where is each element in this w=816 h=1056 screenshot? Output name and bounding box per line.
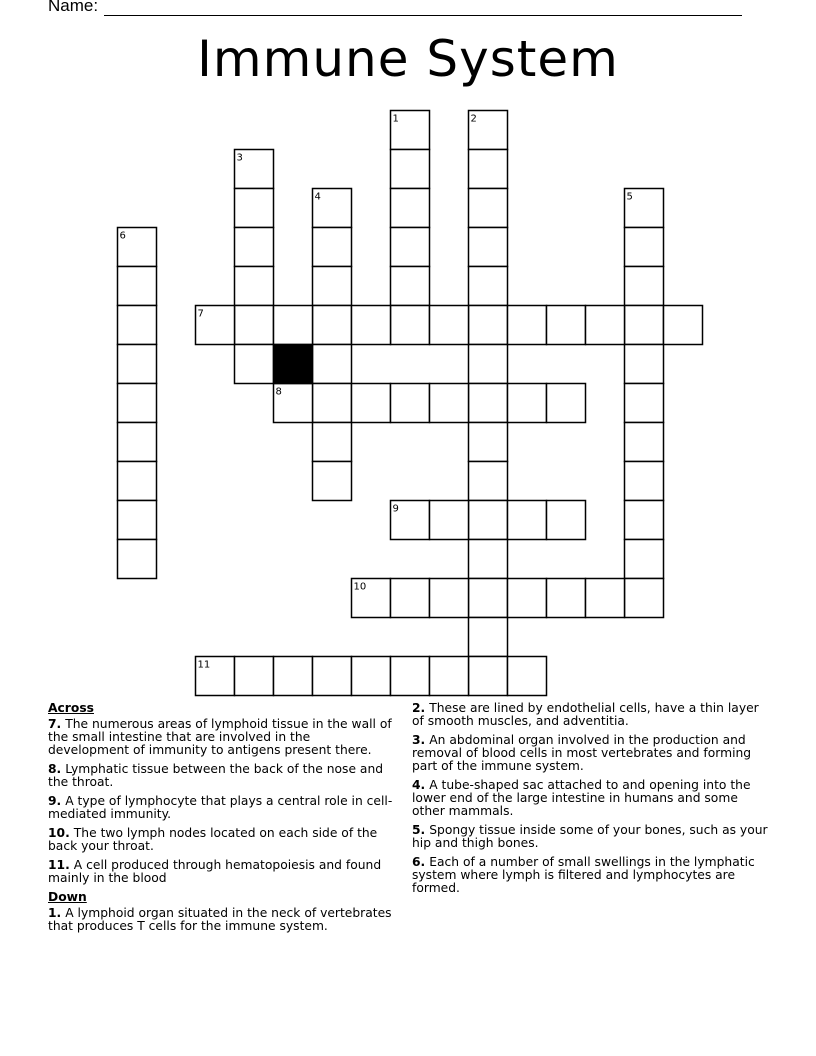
name-label: Name: (48, 0, 99, 15)
cell-number: 1 (392, 113, 399, 125)
clue-down-1 (48, 907, 394, 933)
page-title: Immune System (197, 30, 619, 88)
grid-cell[interactable] (469, 345, 508, 384)
grid-cell[interactable] (469, 306, 508, 345)
clue-number: 1. (48, 906, 62, 920)
grid-cell[interactable] (547, 306, 586, 345)
grid-cell[interactable] (625, 423, 664, 462)
grid-cell[interactable] (430, 657, 469, 696)
clues-left-column (48, 702, 394, 939)
clue-across-9 (48, 795, 394, 821)
grid-cell[interactable] (118, 501, 157, 540)
clue-down-6 (412, 856, 768, 895)
grid-cell[interactable] (547, 384, 586, 423)
grid-cell[interactable] (352, 306, 391, 345)
grid-cell[interactable] (118, 462, 157, 501)
clue-across-7 (48, 718, 394, 757)
clue-text: A cell produced through hematopoiesis and found mainly in the blood (48, 858, 382, 885)
grid-cell[interactable] (469, 423, 508, 462)
grid-cell[interactable] (118, 423, 157, 462)
clue-text: An abdominal organ involved in the production and removal of blood cells in most vertebrates and forming part of the immune system. (412, 733, 752, 773)
grid-cell[interactable] (547, 501, 586, 540)
grid-cell[interactable] (235, 189, 274, 228)
cell-number: 7 (197, 308, 204, 320)
grid-cell[interactable] (469, 462, 508, 501)
grid-cell[interactable] (508, 501, 547, 540)
cell-number: 8 (275, 386, 282, 398)
clue-text: These are lined by endothelial cells, have a thin layer of smooth muscles, and adventitia. (412, 701, 759, 728)
grid-cell[interactable] (391, 384, 430, 423)
grid-cell[interactable] (508, 579, 547, 618)
clue-number: 9. (48, 794, 62, 808)
clue-text: A lymphoid organ situated in the neck of vertebrates that produces T cells for the immune system. (48, 906, 392, 933)
grid-cell[interactable] (625, 462, 664, 501)
grid-cell[interactable] (235, 306, 274, 345)
grid-cell[interactable] (313, 267, 352, 306)
grid-cell[interactable] (547, 579, 586, 618)
clue-text: Each of a number of small swellings in the lymphatic system where lymph is filtered and lymphocytes are formed. (412, 855, 755, 895)
cell-number: 2 (470, 113, 477, 125)
grid-cell[interactable] (118, 384, 157, 423)
grid-cell[interactable] (391, 657, 430, 696)
grid-black-cell (274, 345, 313, 384)
grid-cell[interactable] (430, 306, 469, 345)
clue-number: 3. (412, 733, 426, 747)
cell-number: 5 (626, 191, 633, 203)
clue-number: 7. (48, 717, 62, 731)
grid-cell[interactable] (508, 657, 547, 696)
grid-cell[interactable] (469, 189, 508, 228)
grid-cell[interactable] (391, 579, 430, 618)
grid-cell[interactable] (469, 228, 508, 267)
grid-cell[interactable] (235, 345, 274, 384)
clue-across-8 (48, 763, 394, 789)
grid-cell[interactable] (118, 267, 157, 306)
grid-cell[interactable] (235, 657, 274, 696)
grid-cell[interactable] (391, 267, 430, 306)
clue-text: Lymphatic tissue between the back of the nose and the throat. (48, 762, 384, 789)
grid-cell[interactable] (313, 306, 352, 345)
clue-down-3 (412, 734, 768, 773)
grid-cell[interactable] (274, 306, 313, 345)
grid-cell[interactable] (391, 150, 430, 189)
grid-cell[interactable] (391, 189, 430, 228)
grid-cell[interactable] (352, 657, 391, 696)
across-heading: Across (48, 701, 94, 715)
grid-cell[interactable] (469, 501, 508, 540)
cell-number: 9 (392, 503, 399, 515)
grid-cell[interactable] (352, 384, 391, 423)
grid-cell[interactable] (508, 384, 547, 423)
grid-cell[interactable] (118, 345, 157, 384)
clue-text: A tube-shaped sac attached to and opening into the lower end of the large intestine in humans and some other mammals. (412, 778, 751, 818)
grid-cell[interactable] (586, 306, 625, 345)
clue-across-10 (48, 827, 394, 853)
clue-down-5 (412, 824, 768, 850)
clue-number: 8. (48, 762, 62, 776)
clue-text: Spongy tissue inside some of your bones, such as your hip and thigh bones. (412, 823, 768, 850)
grid-cell[interactable] (118, 540, 157, 579)
cell-number: 4 (314, 191, 321, 203)
grid-cell[interactable] (391, 306, 430, 345)
grid-cell[interactable] (625, 345, 664, 384)
clue-down-2 (412, 702, 768, 728)
grid-cell[interactable] (625, 306, 664, 345)
grid-cell[interactable] (235, 267, 274, 306)
grid-cell[interactable] (625, 540, 664, 579)
grid-cell[interactable] (313, 423, 352, 462)
clue-number: 10. (48, 826, 70, 840)
grid-cell[interactable] (469, 540, 508, 579)
grid-cell[interactable] (118, 306, 157, 345)
grid-cell[interactable] (313, 345, 352, 384)
cell-number: 11 (197, 659, 211, 671)
clue-number: 5. (412, 823, 426, 837)
clue-text: The two lymph nodes located on each side of the back your throat. (48, 826, 378, 853)
down-heading: Down (48, 890, 87, 904)
cell-number: 6 (119, 230, 126, 242)
clue-down-4 (412, 779, 768, 818)
cell-number: 10 (353, 581, 367, 593)
grid-cell[interactable] (469, 657, 508, 696)
grid-cell[interactable] (469, 384, 508, 423)
clue-number: 11. (48, 858, 70, 872)
clues-right-column (412, 702, 768, 901)
clue-number: 6. (412, 855, 426, 869)
clue-across-11 (48, 859, 394, 885)
grid-cell[interactable] (625, 579, 664, 618)
grid-cell[interactable] (313, 228, 352, 267)
grid-cell[interactable] (508, 306, 547, 345)
grid-cell[interactable] (313, 384, 352, 423)
clue-number: 2. (412, 701, 426, 715)
clue-number: 4. (412, 778, 426, 792)
grid-cell[interactable] (625, 501, 664, 540)
grid-cell[interactable] (313, 462, 352, 501)
grid-cell[interactable] (391, 228, 430, 267)
grid-cell[interactable] (625, 384, 664, 423)
cell-number: 3 (236, 152, 243, 164)
grid-cell[interactable] (469, 618, 508, 657)
grid-cell[interactable] (313, 657, 352, 696)
grid-cell[interactable] (625, 228, 664, 267)
grid-cell[interactable] (664, 306, 703, 345)
grid-cell[interactable] (586, 579, 625, 618)
clue-text: A type of lymphocyte that plays a central role in cell-mediated immunity. (48, 794, 393, 821)
grid-cell[interactable] (235, 228, 274, 267)
grid-cell[interactable] (430, 501, 469, 540)
grid-cell[interactable] (430, 579, 469, 618)
grid-cell[interactable] (469, 579, 508, 618)
grid-cell[interactable] (430, 384, 469, 423)
grid-cell[interactable] (469, 267, 508, 306)
grid-cell[interactable] (274, 657, 313, 696)
clue-text: The numerous areas of lymphoid tissue in the wall of the small intestine that are involved in the development of immunity to antigens present there. (48, 717, 392, 757)
grid-cell[interactable] (625, 267, 664, 306)
grid-cell[interactable] (469, 150, 508, 189)
